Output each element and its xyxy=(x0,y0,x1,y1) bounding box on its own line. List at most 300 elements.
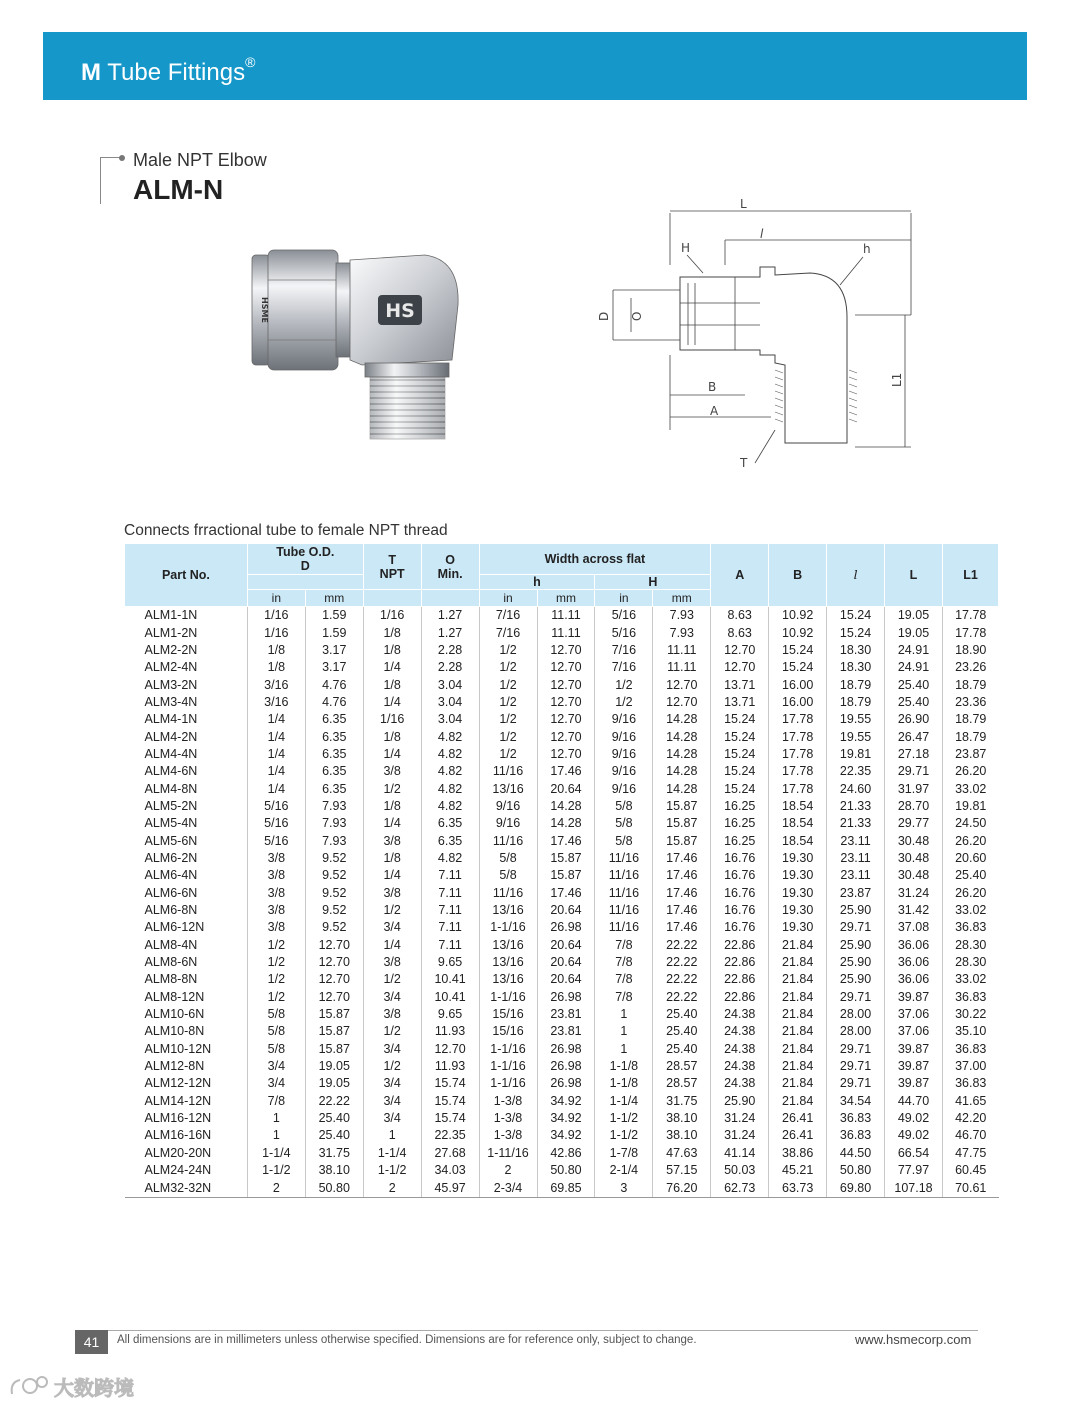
table-cell: 19.05 xyxy=(885,607,943,625)
header-a: A xyxy=(711,544,769,607)
table-cell: 17.78 xyxy=(942,607,998,625)
table-cell: 15.87 xyxy=(653,832,711,849)
table-cell: 14.28 xyxy=(653,746,711,763)
part-number-cell: ALM4-1N xyxy=(144,712,198,727)
table-cell: 3/4 xyxy=(363,1110,421,1127)
table-cell: 1-1/4 xyxy=(595,1093,653,1110)
table-cell: 3/8 xyxy=(363,1006,421,1023)
table-cell: 30.48 xyxy=(885,867,943,884)
header-title xyxy=(81,54,256,87)
table-cell: 11.93 xyxy=(421,1023,479,1040)
table-cell: 7/8 xyxy=(595,954,653,971)
table-cell: 5/8 xyxy=(479,850,537,867)
table-cell: 5/8 xyxy=(247,1023,305,1040)
table-cell: 25.40 xyxy=(653,1041,711,1058)
product-subtitle: Male NPT Elbow xyxy=(133,150,267,170)
table-cell: 21.84 xyxy=(769,971,827,988)
table-cell: 20.64 xyxy=(537,937,595,954)
table-cell: 31.75 xyxy=(305,1145,363,1162)
table-cell: 11/16 xyxy=(479,885,537,902)
spec-table xyxy=(124,543,999,1198)
part-number-cell: ALM10-12N xyxy=(144,1041,212,1056)
table-cell: 37.00 xyxy=(942,1058,998,1075)
table-cell: 22.22 xyxy=(653,989,711,1006)
table-cell: 41.14 xyxy=(711,1145,769,1162)
table-cell: 39.87 xyxy=(885,989,943,1006)
table-cell: 19.55 xyxy=(827,711,885,728)
table-cell: 9.65 xyxy=(421,954,479,971)
header-t-npt xyxy=(363,544,421,590)
table-cell: 18.79 xyxy=(827,676,885,693)
table-cell: 21.84 xyxy=(769,937,827,954)
table-cell: 2 xyxy=(363,1179,421,1197)
table-cell: 11/16 xyxy=(595,919,653,936)
table-cell: 5/8 xyxy=(595,798,653,815)
table-cell: 21.84 xyxy=(769,1058,827,1075)
table-cell: 1/2 xyxy=(479,659,537,676)
footer-divider xyxy=(108,1330,978,1331)
table-cell: 76.20 xyxy=(653,1179,711,1197)
table-cell: 15/16 xyxy=(479,1006,537,1023)
table-cell: 49.02 xyxy=(885,1127,943,1144)
table-cell: 18.54 xyxy=(769,798,827,815)
table-cell: 10.41 xyxy=(421,989,479,1006)
table-cell: 7/8 xyxy=(595,971,653,988)
table-cell: 4.76 xyxy=(305,694,363,711)
table-cell: 1.59 xyxy=(305,607,363,625)
table-row xyxy=(125,1006,999,1023)
table-cell: 1.59 xyxy=(305,624,363,641)
table-cell: 31.24 xyxy=(885,885,943,902)
table-cell: 3/4 xyxy=(363,919,421,936)
table-cell: 1-1/2 xyxy=(595,1110,653,1127)
table-cell: 12.70 xyxy=(711,659,769,676)
table-cell: 14.28 xyxy=(653,763,711,780)
table-cell: 1/8 xyxy=(247,659,305,676)
table-cell: 44.50 xyxy=(827,1145,885,1162)
table-cell: 23.81 xyxy=(537,1023,595,1040)
table-cell: 35.10 xyxy=(942,1023,998,1040)
table-cell: 3/16 xyxy=(247,676,305,693)
table-cell: 25.90 xyxy=(827,902,885,919)
table-cell: 25.90 xyxy=(827,971,885,988)
table-cell: 3/4 xyxy=(247,1075,305,1092)
header-t-line2: NPT xyxy=(379,566,405,581)
table-cell: 1-1/4 xyxy=(247,1145,305,1162)
table-cell: 6.35 xyxy=(421,815,479,832)
table-cell: 3/8 xyxy=(247,919,305,936)
table-cell: 14.28 xyxy=(653,711,711,728)
label-h: h xyxy=(863,242,871,256)
table-cell: 19.05 xyxy=(305,1058,363,1075)
table-cell: 17.78 xyxy=(769,728,827,745)
part-number-cell: ALM5-2N xyxy=(144,798,198,813)
part-number-cell: ALM8-8N xyxy=(144,972,198,987)
table-cell: 1/8 xyxy=(363,798,421,815)
table-cell: 1-1/16 xyxy=(479,1075,537,1092)
table-cell: 1-1/16 xyxy=(479,1041,537,1058)
table-cell: 41.65 xyxy=(942,1093,998,1110)
table-cell: 24.60 xyxy=(827,780,885,797)
table-row xyxy=(125,607,999,625)
table-cell: 50.03 xyxy=(711,1162,769,1179)
part-number-cell: ALM2-2N xyxy=(144,642,198,657)
page-number: 41 xyxy=(75,1330,108,1354)
table-row xyxy=(125,728,999,745)
label-T: T xyxy=(740,456,748,470)
table-cell: 12.70 xyxy=(653,676,711,693)
header-title-text: Tube Fittings xyxy=(107,59,246,86)
table-cell: 6.35 xyxy=(305,746,363,763)
table-cell: 16.25 xyxy=(711,832,769,849)
table-cell: 1/8 xyxy=(363,850,421,867)
table-cell: 12.70 xyxy=(305,937,363,954)
table-cell: 39.87 xyxy=(885,1041,943,1058)
table-cell: 5/8 xyxy=(595,815,653,832)
table-cell: 19.05 xyxy=(885,624,943,641)
table-cell: 3/4 xyxy=(363,1075,421,1092)
table-cell: 3.04 xyxy=(421,676,479,693)
table-cell: 18.54 xyxy=(769,832,827,849)
header-b: B xyxy=(769,544,827,607)
table-cell: 8.63 xyxy=(711,607,769,625)
table-cell: 1-1/8 xyxy=(595,1075,653,1092)
table-cell: 29.71 xyxy=(827,1041,885,1058)
table-cell: 49.02 xyxy=(885,1110,943,1127)
table-cell: 29.77 xyxy=(885,815,943,832)
table-cell: 4.82 xyxy=(421,728,479,745)
table-cell: 1/2 xyxy=(479,711,537,728)
table-cell: 24.38 xyxy=(711,1023,769,1040)
table-row xyxy=(125,832,999,849)
part-number-cell: ALM14-12N xyxy=(144,1093,212,1108)
table-cell: 15.24 xyxy=(711,763,769,780)
table-cell: 1/2 xyxy=(363,1058,421,1075)
table-cell: 22.22 xyxy=(653,971,711,988)
table-cell: 1-1/16 xyxy=(479,1058,537,1075)
table-cell: 36.83 xyxy=(942,1075,998,1092)
table-cell: 1 xyxy=(247,1110,305,1127)
table-cell: 13/16 xyxy=(479,780,537,797)
table-cell: 1/4 xyxy=(363,867,421,884)
table-cell: 1/4 xyxy=(363,659,421,676)
table-cell: 11.11 xyxy=(653,642,711,659)
footer-url: www.hsmecorp.com xyxy=(855,1332,972,1347)
table-row xyxy=(125,676,999,693)
table-cell: 23.81 xyxy=(537,1006,595,1023)
table-cell: 20.64 xyxy=(537,954,595,971)
table-cell: 15.24 xyxy=(711,728,769,745)
table-cell: 14.28 xyxy=(653,780,711,797)
table-cell: 77.97 xyxy=(885,1162,943,1179)
table-cell: 26.41 xyxy=(769,1110,827,1127)
table-cell: 1/4 xyxy=(247,763,305,780)
table-cell: 20.64 xyxy=(537,780,595,797)
table-cell: 21.84 xyxy=(769,1023,827,1040)
watermark-text: 大数跨境 xyxy=(54,1376,134,1400)
table-cell: 24.38 xyxy=(711,1041,769,1058)
product-heading-bracket xyxy=(100,157,121,204)
table-cell: 19.30 xyxy=(769,850,827,867)
table-cell: 23.11 xyxy=(827,867,885,884)
table-cell: 16.76 xyxy=(711,919,769,936)
table-cell: 1/16 xyxy=(363,711,421,728)
table-cell: 16.76 xyxy=(711,902,769,919)
table-cell: 1 xyxy=(595,1006,653,1023)
table-cell: 17.46 xyxy=(653,919,711,936)
label-D: D xyxy=(597,311,611,321)
header-tube-od-line2: D xyxy=(300,559,310,573)
table-row xyxy=(125,642,999,659)
table-cell: 1/2 xyxy=(363,971,421,988)
header-unit-in: in xyxy=(479,590,537,607)
table-cell: 18.79 xyxy=(942,711,998,728)
table-row xyxy=(125,1058,999,1075)
table-row xyxy=(125,1041,999,1058)
registered-mark: ® xyxy=(245,54,256,70)
table-cell: 26.90 xyxy=(885,711,943,728)
table-row xyxy=(125,1023,999,1040)
table-cell: 27.18 xyxy=(885,746,943,763)
table-cell: 29.71 xyxy=(885,763,943,780)
footer-note: All dimensions are in millimeters unless otherwise specified. Dimensions are for reference only, subject to change. xyxy=(117,1334,697,1346)
header-unit-mm: mm xyxy=(537,590,595,607)
table-cell: 7/8 xyxy=(247,1093,305,1110)
header-tube-od xyxy=(247,544,363,575)
table-cell: 15.24 xyxy=(769,659,827,676)
table-cell: 26.98 xyxy=(537,919,595,936)
table-cell: 19.81 xyxy=(942,798,998,815)
table-row xyxy=(125,1127,999,1144)
table-cell: 63.73 xyxy=(769,1179,827,1197)
table-cell: 45.97 xyxy=(421,1179,479,1197)
table-cell: 11/16 xyxy=(595,885,653,902)
table-cell: 12.70 xyxy=(537,659,595,676)
table-cell: 9.52 xyxy=(305,885,363,902)
label-O: O xyxy=(630,311,644,321)
table-cell: 11.93 xyxy=(421,1058,479,1075)
table-cell: 1/2 xyxy=(363,902,421,919)
table-row xyxy=(125,867,999,884)
table-cell: 10.41 xyxy=(421,971,479,988)
table-cell: 5/8 xyxy=(247,1006,305,1023)
table-cell: 26.98 xyxy=(537,1041,595,1058)
table-cell: 46.70 xyxy=(942,1127,998,1144)
table-cell: 7.93 xyxy=(305,815,363,832)
table-cell: 4.82 xyxy=(421,763,479,780)
table-cell: 34.03 xyxy=(421,1162,479,1179)
table-cell: 28.30 xyxy=(942,937,998,954)
table-cell: 22.22 xyxy=(305,1093,363,1110)
table-cell: 5/16 xyxy=(595,624,653,641)
table-cell: 39.87 xyxy=(885,1075,943,1092)
header-o-line2: Min. xyxy=(437,566,463,581)
table-cell: 24.38 xyxy=(711,1075,769,1092)
part-number-cell: ALM4-8N xyxy=(144,781,198,796)
table-cell: 57.15 xyxy=(653,1162,711,1179)
table-cell: 1/8 xyxy=(363,624,421,641)
spec-table-header xyxy=(125,544,999,607)
table-cell: 34.92 xyxy=(537,1127,595,1144)
table-cell: 22.22 xyxy=(653,954,711,971)
table-cell: 16.00 xyxy=(769,676,827,693)
table-cell: 30.48 xyxy=(885,832,943,849)
table-cell: 21.84 xyxy=(769,989,827,1006)
table-cell: 9/16 xyxy=(479,815,537,832)
table-cell: 1/2 xyxy=(247,989,305,1006)
table-cell: 8.63 xyxy=(711,624,769,641)
table-cell: 16.76 xyxy=(711,885,769,902)
table-cell: 7.93 xyxy=(653,624,711,641)
table-cell: 25.90 xyxy=(827,954,885,971)
header-l-large: L xyxy=(885,544,943,607)
label-L: L xyxy=(740,197,747,211)
table-cell: 17.46 xyxy=(653,867,711,884)
table-cell: 1/16 xyxy=(363,607,421,625)
table-cell: 12.70 xyxy=(537,694,595,711)
table-cell: 1.27 xyxy=(421,607,479,625)
part-number-cell: ALM16-16N xyxy=(144,1128,212,1143)
table-cell: 22.86 xyxy=(711,971,769,988)
table-cell: 1/2 xyxy=(479,728,537,745)
table-cell: 16.00 xyxy=(769,694,827,711)
header-t-line1: T xyxy=(388,552,396,567)
table-cell: 3.17 xyxy=(305,659,363,676)
table-cell: 17.46 xyxy=(537,832,595,849)
table-cell: 26.98 xyxy=(537,1058,595,1075)
table-cell: 12.70 xyxy=(711,642,769,659)
part-number-cell: ALM6-8N xyxy=(144,903,198,918)
table-cell: 26.98 xyxy=(537,1075,595,1092)
table-row xyxy=(125,780,999,797)
table-cell: 26.20 xyxy=(942,763,998,780)
table-cell: 11/16 xyxy=(595,867,653,884)
table-cell: 17.78 xyxy=(769,763,827,780)
table-cell: 36.06 xyxy=(885,971,943,988)
table-cell: 47.63 xyxy=(653,1145,711,1162)
table-cell: 3.04 xyxy=(421,711,479,728)
table-cell: 4.82 xyxy=(421,746,479,763)
table-cell: 9.52 xyxy=(305,850,363,867)
table-cell: 31.42 xyxy=(885,902,943,919)
table-cell: 9.52 xyxy=(305,867,363,884)
product-heading-bullet xyxy=(119,155,125,161)
part-number-cell: ALM1-1N xyxy=(144,608,198,623)
table-cell: 11/16 xyxy=(595,850,653,867)
table-cell: 2 xyxy=(247,1179,305,1197)
table-cell: 33.02 xyxy=(942,971,998,988)
table-cell: 7.93 xyxy=(305,832,363,849)
table-cell: 12.70 xyxy=(653,694,711,711)
table-cell: 25.40 xyxy=(885,694,943,711)
table-cell: 25.40 xyxy=(653,1023,711,1040)
table-cell: 1-1/8 xyxy=(595,1058,653,1075)
dimension-drawing xyxy=(595,195,925,485)
header-h-large: H xyxy=(595,575,711,590)
table-cell: 15.87 xyxy=(305,1023,363,1040)
table-row xyxy=(125,1075,999,1092)
table-cell: 26.20 xyxy=(942,885,998,902)
table-row xyxy=(125,746,999,763)
table-cell: 1/4 xyxy=(247,711,305,728)
label-H: H xyxy=(681,241,691,255)
table-cell: 1/2 xyxy=(479,642,537,659)
table-row xyxy=(125,659,999,676)
table-cell: 34.92 xyxy=(537,1110,595,1127)
table-cell: 15/16 xyxy=(479,1023,537,1040)
label-A: A xyxy=(710,404,719,418)
table-cell: 1/4 xyxy=(363,694,421,711)
table-cell: 25.40 xyxy=(305,1110,363,1127)
table-row xyxy=(125,954,999,971)
table-cell: 19.05 xyxy=(305,1075,363,1092)
table-cell: 1 xyxy=(595,1041,653,1058)
table-cell: 9.65 xyxy=(421,1006,479,1023)
table-cell: 12.70 xyxy=(537,711,595,728)
table-cell: 34.54 xyxy=(827,1093,885,1110)
table-cell: 18.90 xyxy=(942,642,998,659)
table-cell: 1-1/16 xyxy=(479,989,537,1006)
table-cell: 12.70 xyxy=(305,989,363,1006)
table-cell: 11/16 xyxy=(479,832,537,849)
table-cell: 3/8 xyxy=(247,885,305,902)
table-cell: 4.76 xyxy=(305,676,363,693)
table-cell: 3/8 xyxy=(247,902,305,919)
table-cell: 18.79 xyxy=(942,676,998,693)
table-cell: 15.87 xyxy=(305,1041,363,1058)
table-cell: 5/16 xyxy=(247,815,305,832)
table-cell: 24.38 xyxy=(711,1058,769,1075)
table-cell: 11/16 xyxy=(479,763,537,780)
table-cell: 1-1/4 xyxy=(363,1145,421,1162)
table-cell: 1/2 xyxy=(363,780,421,797)
table-cell: 9/16 xyxy=(595,728,653,745)
table-cell: 1/2 xyxy=(595,676,653,693)
photo-hs-stamp: HS xyxy=(385,300,415,322)
table-cell: 7.11 xyxy=(421,937,479,954)
table-cell: 7.11 xyxy=(421,902,479,919)
table-cell: 7.93 xyxy=(305,798,363,815)
table-row xyxy=(125,937,999,954)
table-cell: 10.92 xyxy=(769,624,827,641)
table-cell: 33.02 xyxy=(942,902,998,919)
table-cell: 2-3/4 xyxy=(479,1179,537,1197)
table-cell: 15.74 xyxy=(421,1093,479,1110)
table-cell: 1-7/8 xyxy=(595,1145,653,1162)
table-cell: 1/2 xyxy=(479,694,537,711)
part-number-cell: ALM6-4N xyxy=(144,868,198,883)
part-number-cell: ALM8-12N xyxy=(144,989,205,1004)
label-B: B xyxy=(708,380,717,394)
table-cell: 16.25 xyxy=(711,815,769,832)
table-cell: 23.11 xyxy=(827,832,885,849)
table-cell: 7/16 xyxy=(595,642,653,659)
table-cell: 36.06 xyxy=(885,954,943,971)
table-cell: 36.06 xyxy=(885,937,943,954)
table-cell: 38.10 xyxy=(653,1110,711,1127)
table-row xyxy=(125,850,999,867)
table-cell: 18.30 xyxy=(827,659,885,676)
table-cell: 15.87 xyxy=(653,798,711,815)
table-cell: 39.87 xyxy=(885,1058,943,1075)
table-cell: 15.74 xyxy=(421,1110,479,1127)
table-row xyxy=(125,1162,999,1179)
spec-table-body xyxy=(125,607,999,1198)
table-cell: 20.64 xyxy=(537,902,595,919)
table-cell: 3 xyxy=(595,1179,653,1197)
table-cell: 37.08 xyxy=(885,919,943,936)
table-cell: 15.24 xyxy=(711,780,769,797)
